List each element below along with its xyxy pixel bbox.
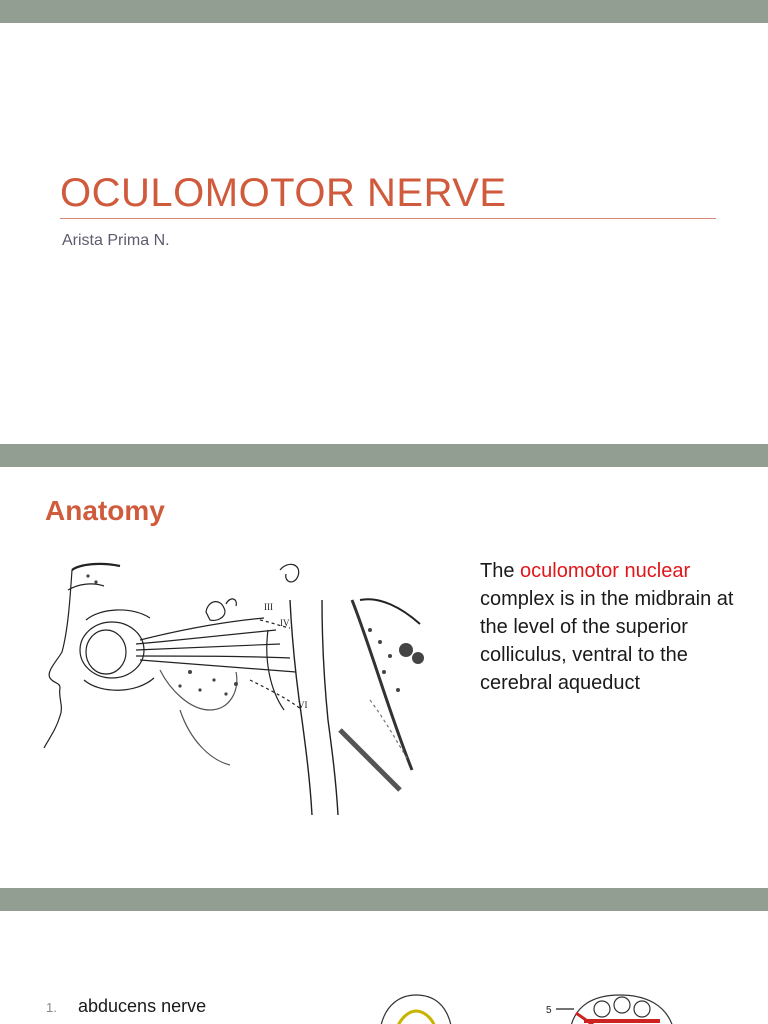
title-slide: [0, 23, 768, 444]
description-highlight: oculomotor nuclear: [520, 560, 691, 582]
label-cn-vi: VI: [298, 700, 308, 710]
anatomy-slide: [0, 467, 768, 888]
slide-separator-2: [0, 888, 768, 911]
list-item-text: abducens nerve: [78, 996, 207, 1016]
deck-title: OCULOMOTOR NERVE: [60, 171, 507, 215]
figure-label: 5: [546, 1005, 552, 1016]
deck-author: Arista Prima N.: [62, 232, 170, 249]
slide-separator-1: [0, 444, 768, 467]
list-slide: [0, 911, 768, 1024]
slide-heading: Anatomy: [45, 495, 165, 526]
description-rest: complex is in the midbrain at the level of the superior colliculus, ventral to the cerebral aqueduct: [480, 588, 734, 694]
cross-section-figures: [340, 991, 760, 1024]
anatomy-diagram: [40, 560, 440, 820]
description-lead: The: [480, 560, 521, 582]
label-cn-iii: III: [264, 602, 273, 612]
label-cn-iv: IV: [280, 618, 290, 628]
list-item-number: 1.: [46, 1000, 57, 1015]
slide-separator-top: [0, 0, 768, 23]
title-underline: [60, 218, 716, 219]
anatomy-description: [480, 557, 750, 697]
